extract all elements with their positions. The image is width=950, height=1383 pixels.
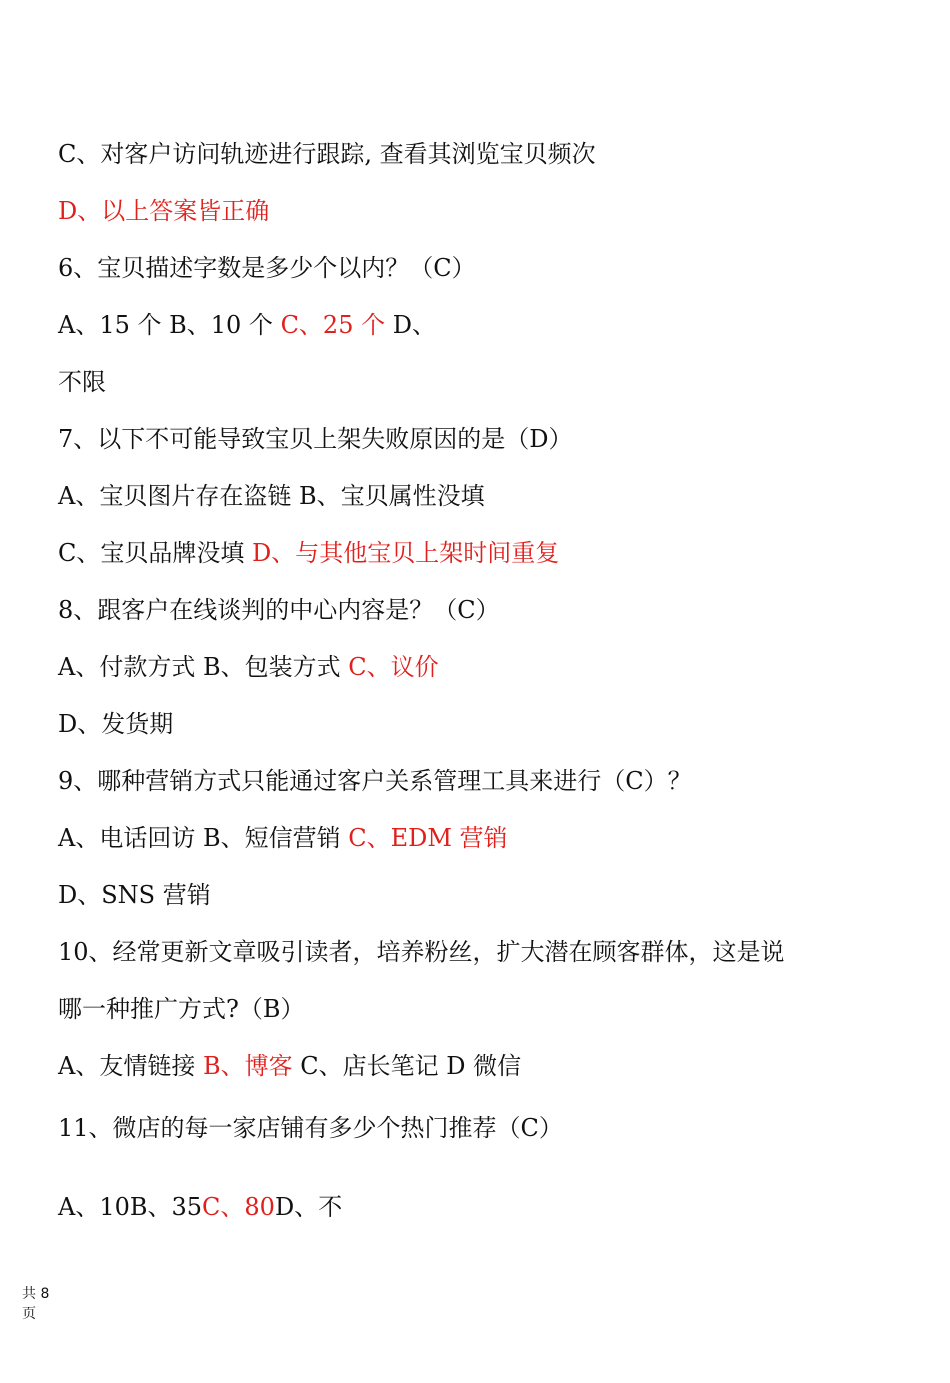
text-line xyxy=(58,367,106,397)
text-segment: 6、宝贝描述字数是多少个以内？（C） xyxy=(58,254,476,282)
text-line xyxy=(58,1192,342,1222)
text-line xyxy=(58,595,500,625)
text-line xyxy=(58,766,692,796)
text-line xyxy=(58,538,559,568)
text-segment: A、10B、35 xyxy=(58,1193,203,1221)
text-line xyxy=(58,652,439,682)
text-line xyxy=(58,880,211,910)
page-count-footer xyxy=(22,1284,49,1324)
text-segment: D、不 xyxy=(274,1193,343,1221)
text-segment: A、15 个 B、10 个 xyxy=(58,311,281,339)
text-segment: 11、微店的每一家店铺有多少个热门推荐（C） xyxy=(58,1114,563,1142)
text-line xyxy=(58,1051,521,1081)
page-count-line1: 共 8 xyxy=(22,1286,50,1302)
text-segment: A、电话回访 B、短信营销 xyxy=(58,824,349,852)
text-segment: A、宝贝图片存在盗链 B、宝贝属性没填 xyxy=(58,482,485,510)
text-segment: C、店长笔记 D 微信 xyxy=(300,1052,522,1080)
text-segment: 9、哪种营销方式只能通过客户关系管理工具来进行（C）？ xyxy=(58,767,692,795)
text-line xyxy=(58,481,485,511)
text-line xyxy=(58,253,476,283)
text-line xyxy=(58,823,508,853)
answer-text: C、25 个 xyxy=(280,311,393,339)
text-line xyxy=(58,994,305,1024)
answer-text: D、以上答案皆正确 xyxy=(58,197,270,225)
page-count-line2: 页 xyxy=(22,1306,36,1322)
text-line xyxy=(58,709,173,739)
text-line xyxy=(58,937,785,967)
text-line xyxy=(58,310,436,340)
answer-text: C、议价 xyxy=(348,653,439,681)
text-segment: D、 xyxy=(392,311,436,339)
text-line xyxy=(58,196,269,226)
answer-text: C、80 xyxy=(202,1193,275,1221)
text-segment: D、SNS 营销 xyxy=(58,881,211,909)
text-segment: A、付款方式 B、包装方式 xyxy=(58,653,349,681)
text-line xyxy=(58,139,596,169)
answer-text: C、EDM 营销 xyxy=(348,824,508,852)
text-segment: 8、跟客户在线谈判的中心内容是？（C） xyxy=(58,596,500,624)
text-segment: C、宝贝品牌没填 xyxy=(58,539,252,567)
text-line xyxy=(58,424,573,454)
text-segment: 哪一种推广方式?（B） xyxy=(58,995,305,1023)
text-segment: A、友情链接 xyxy=(58,1052,203,1080)
text-segment: 7、以下不可能导致宝贝上架失败原因的是（D） xyxy=(58,425,573,453)
text-line xyxy=(58,1113,563,1143)
text-segment: 不限 xyxy=(58,368,106,396)
text-segment: 10、经常更新文章吸引读者，培养粉丝，扩大潜在顾客群体，这是说 xyxy=(58,938,785,966)
text-segment: D、发货期 xyxy=(58,710,174,738)
answer-text: B、博客 xyxy=(202,1052,301,1080)
text-segment: C、对客户访问轨迹进行跟踪, 查看其浏览宝贝频次 xyxy=(58,140,596,168)
answer-text: D、与其他宝贝上架时间重复 xyxy=(252,539,560,567)
